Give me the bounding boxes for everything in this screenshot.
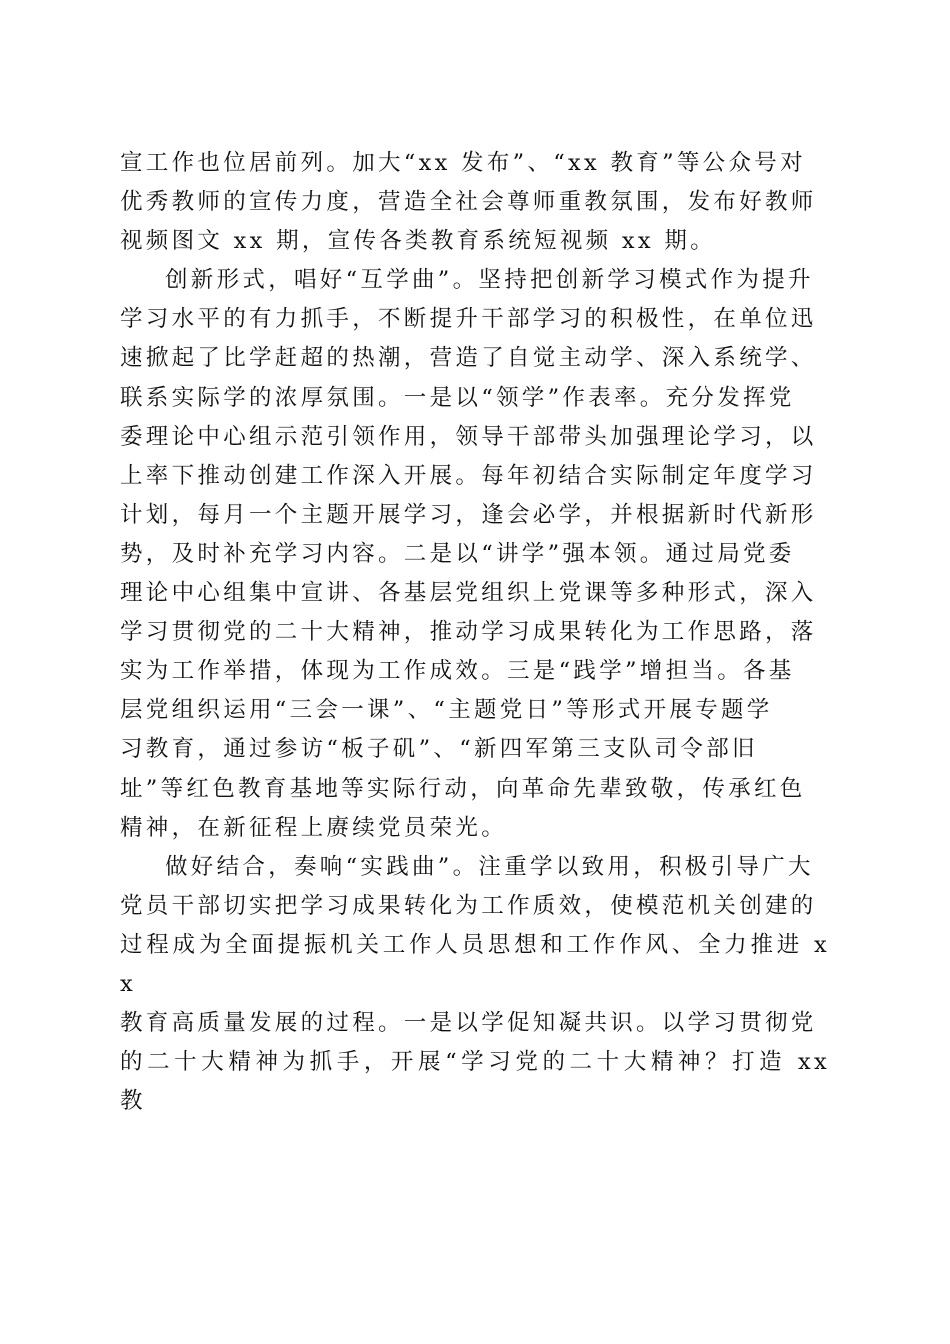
text-line: 教育高质量发展的过程。一是以学促知凝共识。以学习贯彻党 — [120, 1010, 817, 1037]
text-line: 优秀教师的宣传力度，营造全社会尊师重教氛围，发布好教师 — [120, 189, 817, 216]
text-line: 过程成为全面提振机关工作人员思想和工作作风、全力推进 xx — [120, 931, 830, 997]
text-line: 上率下推动创建工作深入开展。每年初结合实际制定年度学习 — [120, 462, 817, 489]
text-line: 势，及时补充学习内容。二是以“讲学”强本领。通过局党委 — [120, 540, 795, 567]
text-line: 计划，每月一个主题开展学习，逢会必学，并根据新时代新形 — [120, 501, 817, 528]
text-line: 的二十大精神为抓手，开展“学习党的二十大精神？打造 xx 教 — [120, 1049, 830, 1115]
text-line: 速掀起了比学赶超的热潮，营造了自觉主动学、深入系统学、 — [120, 345, 817, 372]
text-line: 视频图文 xx 期，宣传各类教育系统短视频 xx 期。 — [120, 228, 716, 255]
text-line: 委理论中心组示范引领作用，领导干部带头加强理论学习，以 — [120, 423, 817, 450]
paragraph — [120, 848, 830, 1122]
text-line: 党员干部切实把学习成果转化为工作质效，使模范机关创建的 — [120, 892, 817, 919]
text-line: 联系实际学的浓厚氛围。一是以“领学”作表率。充分发挥党 — [120, 384, 795, 411]
text-line: 宣工作也位居前列。加大“xx 发布”、“xx 教育”等公众号对 — [120, 150, 806, 176]
text-line: 学习水平的有力抓手，不断提升干部学习的积极性，在单位迅 — [120, 306, 817, 333]
paragraph — [120, 261, 830, 847]
text-line: 精神，在新征程上赓续党员荣光。 — [120, 814, 508, 841]
text-line: 址”等红色教育基地等实际行动，向革命先辈致敬，传承红色 — [120, 775, 806, 802]
text-line: 习教育，通过参访“板子矶”、“新四军第三支队司令部旧 — [120, 736, 758, 763]
body-text — [120, 144, 830, 1121]
text-line: 理论中心组集中宣讲、各基层党组织上党课等多种形式，深入 — [120, 580, 817, 607]
paragraph — [120, 144, 830, 261]
text-line: 层党组织运用“三会一课”、“主题党日”等形式开展专题学 — [120, 697, 773, 724]
text-line: 实为工作举措，体现为工作成效。三是“践学”增担当。各基 — [120, 658, 795, 685]
text-line: 做好结合，奏响“实践曲”。注重学以致用，积极引导广大 — [165, 853, 814, 880]
text-line: 学习贯彻党的二十大精神，推动学习成果转化为工作思路，落 — [120, 619, 817, 646]
text-line: 创新形式，唱好“互学曲”。坚持把创新学习模式作为提升 — [165, 267, 814, 294]
